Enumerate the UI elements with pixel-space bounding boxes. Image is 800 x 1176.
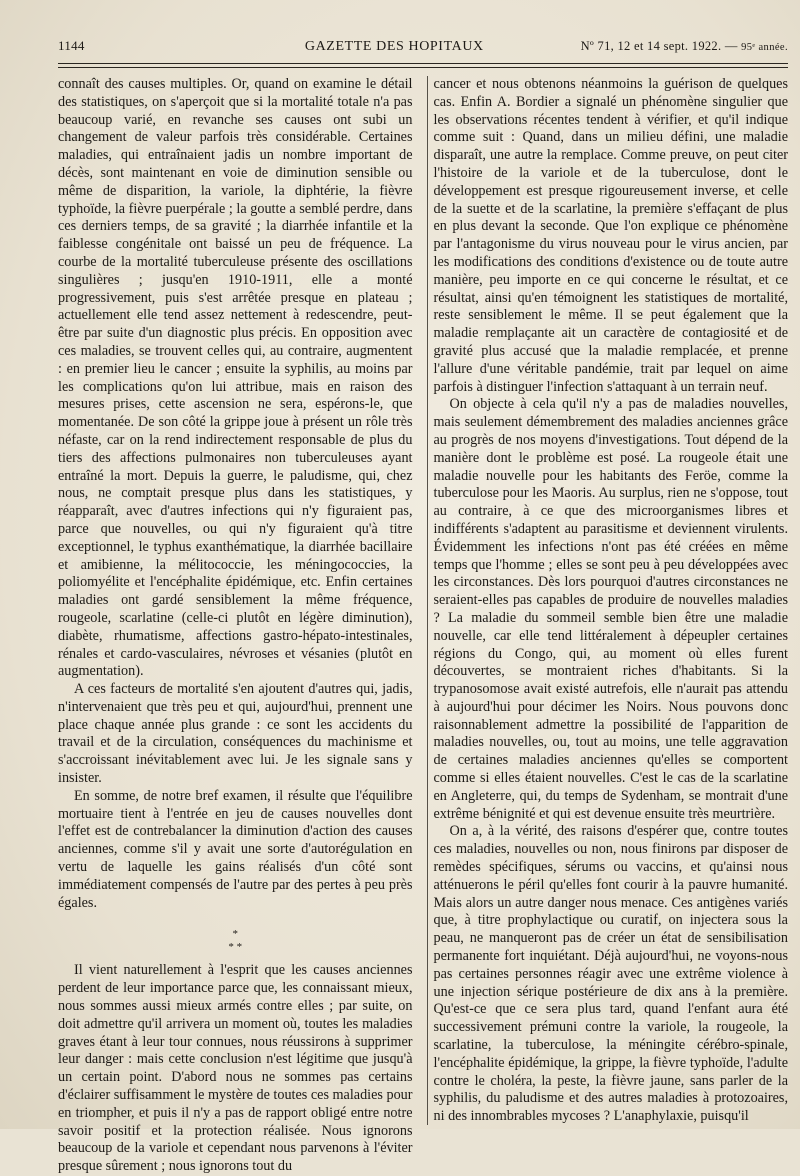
- right-column: [434, 76, 789, 1125]
- paragraph: Il vient naturellement à l'esprit que les causes anciennes perdent de leur importance parce que, les connaissant mieux, nous sommes aussi mieux armés contre elles ; par suite, on doit admettre qu'il arrivera un moment où, toutes les maladies graves étant à leur tour connues, nous réussirons à supprimer leur danger : mais cette conclusion n'est légitime que jusqu'à un certain point. D'abord nous ne sommes pas certains d'éclairer suffisamment le mystère de toutes ces maladies pour en triompher, et puis il n'y a pas de rapport obligé entre notre savoir positif et la protection réalisée. Nous ignorons beaucoup de la variole et cependant nous parvenons à l'éviter presque sûrement ; nous ignorons tout du: [58, 962, 413, 1175]
- running-header: [58, 38, 788, 60]
- journal-title: GAZETTE DES HOPITAUX: [304, 39, 484, 54]
- left-column: [58, 76, 413, 1175]
- asterisks-bottom: * *: [228, 941, 243, 954]
- paragraph: A ces facteurs de mortalité s'en ajoutent d'autres qui, jadis, n'intervenaient que très peu et qui, aujourd'hui, prennent une place chaque année plus grande : ce sont les accidents du travail et de la circulation, conséquences du machinisme et s'accroissant inévitablement avec lui. Je les signale sans y insister.: [58, 681, 413, 787]
- header-rule-thin: [58, 67, 788, 68]
- page-number: 1144: [58, 38, 85, 53]
- paragraph: connaît des causes multiples. Or, quand on examine le détail des statistiques, on s'aperçoit que si la mortalité totale n'a pas beaucoup varié, en revanche ses causes ont subi un changement de valeur parfois très considérable. Certaines maladies, qui entraînaient jadis un nombre important de décès, sont maintenant en voie de diminution sensible ou même de disparition, la variole, la diphtérie, la fièvre typhoïde, la fièvre puerpérale ; la goutte a semblé perdre, dans ces derniers temps, de sa gravité ; la diarrhée infantile et la faiblesse congénitale ont baissé un peu de fréquence. La courbe de la mortalité tuberculeuse présente des oscillations singulières ; jusqu'en 1910-1911, elle a monté progressivement, puis s'est arrêtée presque en plateau ; actuellement elle tend assez nettement à redescendre, peut-être par suite d'un diagnostic plus précis. En opposition avec ces maladies, se trouvent celles qui, au contraire, augmentent : en premier lieu le cancer ; ensuite la syphilis, au moins par les complications qu'on lui attribue, mais en raison des mesures prises, cette ascension ne sera, espérons-le, que momentanée. De son côté la grippe joue à présent un rôle très néfaste, car on la rend indirectement responsable de plus du tiers des affections pulmonaires non tuberculeuses ayant entraîné la mort. Depuis la guerre, le paludisme, qui, chez nous, ne comptait presque plus dans les statistiques, y réapparaît, avec d'autres infections qui n'y figuraient pas, parce que nouvelles, ou qui n'y figuraient qu'à titre exceptionnel, le typhus exanthématique, la diarrhée bacillaire et amibienne, la mélitococcie, les méningococcies, la poliomyélite et l'encéphalite épidémique, etc. Enfin certaines maladies ont gardé sensiblement la même fréquence, rougeole, scarlatine (celle-ci plutôt en légère diminution), diabète, rhumatisme, affections gastro-hépato-intestinales, rénales et cardo-vasculaires, névroses et vésanies (plutôt en augmentation).: [58, 76, 413, 680]
- paragraph: On objecte à cela qu'il n'y a pas de maladies nouvelles, mais seulement démembrement des maladies anciennes grâce au progrès de nos moyens d'investigations. Tout dépend de la manière dont le problème est posé. La rougeole était une maladie nouvelle pour les habitants des Feröe, comme la tuberculose pour les Maoris. Au surplus, rien ne s'oppose, tout au contraire, à ce que des microorganismes libres et indifférents s'adaptent au parasitisme et deviennent virulents. Évidemment les infections n'ont pas été créées en même temps que l'homme ; elles se sont peu à peu développées avec les circonstances. Dès lors pourquoi d'autres circonstances ne seraient-elles pas capables de produire de nouvelles maladies ? La maladie du sommeil semble bien être une maladie nouvelle, car elle tend littéralement à dépeupler certaines régions du Congo, qui, au moment où elles furent découvertes, se montraient riches d'habitants. Si la trypanosomose avait existé autrefois, elle n'aurait pas attendu à aujourd'hui pour décimer les Noirs. Nous pouvons donc raisonnablement admettre la possibilité de l'apparition de maladies nouvelles, ou, tout au moins, une telle aggravation de certaines maladies anciennes qu'elles se comportent comme si elles étaient nouvelles. C'est le cas de la scarlatine en Angleterre, qui, du temps de Sydenham, se montrait d'une extrême bénignité et qui est devenue ensuite très meurtrière.: [433, 396, 788, 822]
- section-separator: [58, 928, 413, 954]
- paragraph: On a, à la vérité, des raisons d'espérer que, contre toutes ces maladies, nouvelles ou non, nous finirons par disposer de remèdes spécifiques, sérums ou vaccins, et qu'ainsi nous atténuerons le péril qu'elles font courir à la pauvre humanité. Mais alors un autre danger nous menace. Ces antigènes variés que, à titre prophylactique ou curatif, on injectera sous la peau, ne manqueront pas de créer un état de sensibilisation permanente fort inquiétant. Déjà aujourd'hui, ne voyons-nous pas certaines personnes réagir avec une extrême violence à une injection sérique postérieure de dix ans à la première. Qu'est-ce que ce sera plus tard, quand l'enfant aura été successivement prémuni contre la variole, la rougeole, la scarlatine, la tuberculose, la méningite cérébro-spinale, l'encéphalite épidémique, la grippe, la fièvre typhoïde, l'adulte contre le choléra, la peste, la fièvre jaune, sans parler de la syphilis, du paludisme et des autres maladies à protozoaires, ni des innombrables mycoses ? L'anaphylaxie, puisqu'il: [433, 823, 788, 1125]
- issue-date: Nº 71, 12 et 14 sept. 1922. —: [580, 39, 738, 53]
- paragraph: En somme, de notre bref examen, il résulte que l'équilibre mortuaire tient à l'entrée en jeu de causes nouvelles dont l'effet est de contrebalancer la diminution d'action des causes anciennes, comme s'il y avait une sorte d'autorégulation en vertu de laquelle les gains réalisés d'un côté sont immédiatement compensés de l'autre par des pertes à peu près égales.: [58, 787, 413, 911]
- asterisk-top: *: [232, 928, 238, 941]
- volume-year: 95ᵉ année.: [741, 42, 788, 53]
- issue-info: [581, 39, 788, 54]
- column-divider: [427, 76, 428, 1125]
- header-rule-thick: [58, 63, 788, 64]
- paragraph: cancer et nous obtenons néanmoins la guérison de quelques cas. Enfin A. Bordier a signalé un phénomène singulier que les observations récentes tendent à vérifier, et qu'il indique comme suit : Quand, dans un milieu défini, une maladie disparaît, une autre la remplace. Comme preuve, on peut citer l'histoire de la variole et de la tuberculose, dont le développement est presque rigoureusement inverse, et celle de la suette et de la scarlatine, la première s'effaçant de plus en plus devant la seconde. Que l'on explique ce phénomène par l'antagonisme du virus nouveau pour le virus ancien, par les modifications des conditions d'existence ou de toute autre manière, peu importe en ce qui concerne le résultat, et ce résultat, ainsi qu'en témoignent les statistiques de mortalité, reste sensiblement le même. Il se peut également que la maladie remplaçante ait un caractère de contagiosité et de gravité plus accusé que la maladie remplacée, et prenne l'allure d'une véritable pandémie, trait par lequel on aime parfois à distinguer l'infection s'attaquant à un terrain neuf.: [433, 76, 788, 395]
- article-body: [58, 76, 788, 1175]
